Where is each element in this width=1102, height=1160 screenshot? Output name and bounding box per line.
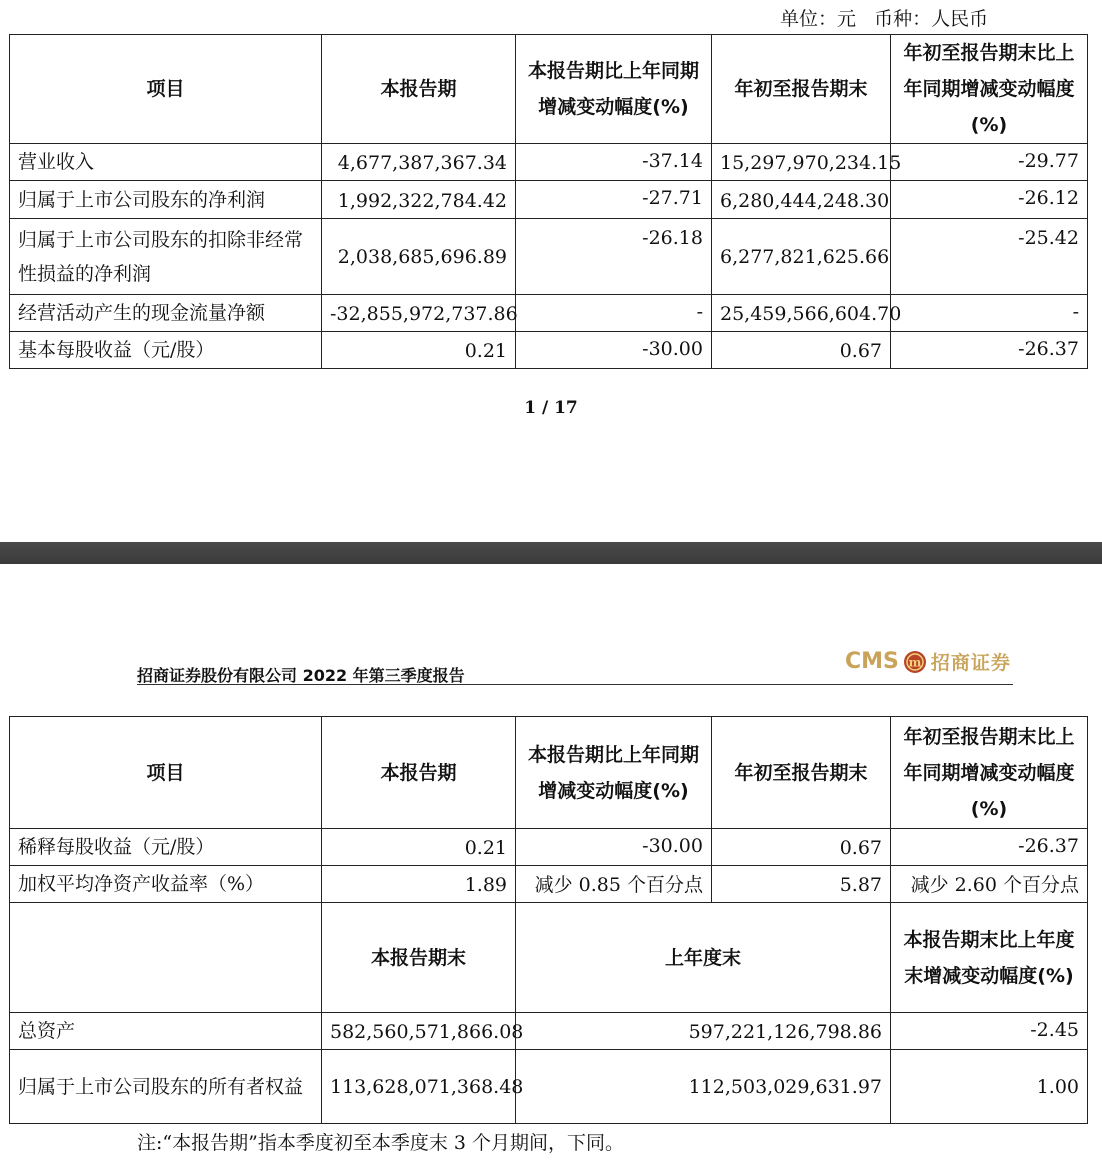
- subheader-change: 本报告期末比上年度末增减变动幅度(%): [891, 903, 1088, 1013]
- subheader-period-end: 本报告期末: [322, 903, 516, 1013]
- cell-value: 减少 2.60 个百分点: [891, 866, 1088, 903]
- cell-value: 582,560,571,866.08: [322, 1013, 516, 1050]
- cell-value: 6,277,821,625.66: [712, 219, 891, 295]
- logo-text-en: CMS: [845, 649, 899, 674]
- cell-value: 15,297,970,234.15: [712, 144, 891, 181]
- cell-value: 6,280,444,248.30: [712, 181, 891, 219]
- header-current-change: 本报告期比上年同期增减变动幅度(%): [516, 717, 712, 829]
- table-row: [10, 181, 1088, 219]
- table-header-row: [10, 35, 1088, 144]
- cell-value: 4,677,387,367.34: [322, 144, 516, 181]
- cell-value: 1.89: [322, 866, 516, 903]
- cell-value: -37.14: [516, 144, 712, 181]
- table-row: [10, 144, 1088, 181]
- table-row: [10, 1050, 1088, 1124]
- row-label: 经营活动产生的现金流量净额: [10, 295, 322, 332]
- row-label: 总资产: [10, 1013, 322, 1050]
- logo-emblem-icon: [903, 650, 927, 674]
- header-ytd-change: 年初至报告期末比上年同期增减变动幅度(%): [891, 35, 1088, 144]
- cell-value: -30.00: [516, 829, 712, 866]
- header-ytd: 年初至报告期末: [712, 35, 891, 144]
- cell-value: 0.67: [712, 829, 891, 866]
- cell-value: -: [891, 295, 1088, 332]
- cell-value: 25,459,566,604.70: [712, 295, 891, 332]
- cell-value: 597,221,126,798.86: [516, 1013, 891, 1050]
- cell-value: 5.87: [712, 866, 891, 903]
- header-current-period: 本报告期: [322, 35, 516, 144]
- header-ytd-change: 年初至报告期末比上年同期增减变动幅度(%): [891, 717, 1088, 829]
- cell-value: 1,992,322,784.42: [322, 181, 516, 219]
- financial-table-2: [9, 716, 1088, 1124]
- cell-value: -26.37: [891, 332, 1088, 369]
- cell-value: 减少 0.85 个百分点: [516, 866, 712, 903]
- financial-table-1: [9, 34, 1088, 369]
- cell-value: -29.77: [891, 144, 1088, 181]
- header-current-change: 本报告期比上年同期增减变动幅度(%): [516, 35, 712, 144]
- row-label: 稀释每股收益（元/股）: [10, 829, 322, 866]
- cell-value: -26.37: [891, 829, 1088, 866]
- cell-value: 2,038,685,696.89: [322, 219, 516, 295]
- header-item: 项目: [10, 717, 322, 829]
- row-label: 营业收入: [10, 144, 322, 181]
- report-title: 招商证券股份有限公司 2022 年第三季度报告: [137, 666, 465, 685]
- cell-value: -: [516, 295, 712, 332]
- header-item: 项目: [10, 35, 322, 144]
- unit-currency-line: 单位：元 币种：人民币: [780, 8, 989, 30]
- cell-value: -2.45: [891, 1013, 1088, 1050]
- logo-text-cn: 招商证券: [930, 652, 1011, 674]
- row-label: 归属于上市公司股东的净利润: [10, 181, 322, 219]
- table-row: [10, 332, 1088, 369]
- cell-value: -27.71: [516, 181, 712, 219]
- header-current-period: 本报告期: [322, 717, 516, 829]
- row-label: 加权平均净资产收益率（%）: [10, 866, 322, 903]
- subheader-blank: [10, 903, 322, 1013]
- row-label: 归属于上市公司股东的所有者权益: [10, 1050, 322, 1124]
- page-number: 1 / 17: [524, 398, 578, 418]
- cell-value: -32,855,972,737.86: [322, 295, 516, 332]
- svg-text:m: m: [908, 655, 922, 669]
- table-row: [10, 829, 1088, 866]
- table-row: [10, 219, 1088, 295]
- cell-value: 0.21: [322, 332, 516, 369]
- cell-value: 0.21: [322, 829, 516, 866]
- table-row: [10, 295, 1088, 332]
- table-header-row: [10, 717, 1088, 829]
- cell-value: 0.67: [712, 332, 891, 369]
- table-subheader-row: [10, 903, 1088, 1013]
- table-row: [10, 1013, 1088, 1050]
- header-ytd: 年初至报告期末: [712, 717, 891, 829]
- cell-value: 112,503,029,631.97: [516, 1050, 891, 1124]
- row-label: 归属于上市公司股东的扣除非经常性损益的净利润: [10, 219, 322, 295]
- cell-value: 1.00: [891, 1050, 1088, 1124]
- cell-value: -30.00: [516, 332, 712, 369]
- header-rule: [137, 684, 1013, 685]
- cms-logo: [845, 648, 1011, 675]
- table-row: [10, 866, 1088, 903]
- page-separator: [0, 542, 1102, 564]
- cell-value: -25.42: [891, 219, 1088, 295]
- row-label: 基本每股收益（元/股）: [10, 332, 322, 369]
- footnote: 注:“本报告期”指本季度初至本季度末 3 个月期间，下同。: [137, 1132, 624, 1154]
- cell-value: -26.18: [516, 219, 712, 295]
- subheader-prior-year-end: 上年度末: [516, 903, 891, 1013]
- cell-value: -26.12: [891, 181, 1088, 219]
- cell-value: 113,628,071,368.48: [322, 1050, 516, 1124]
